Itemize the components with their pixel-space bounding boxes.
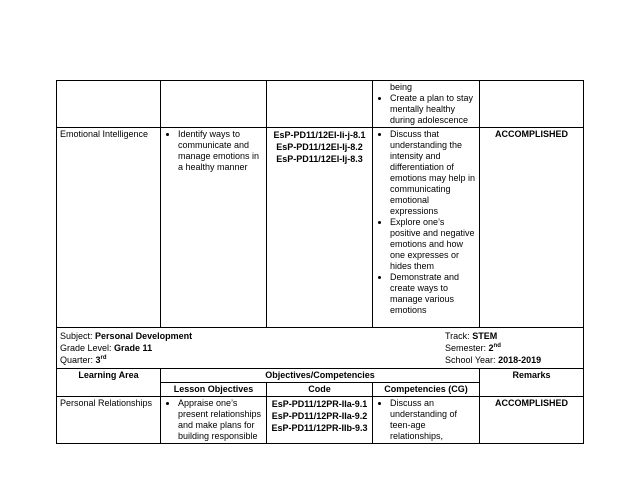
subject-value: Personal Development xyxy=(95,331,193,341)
learning-area-cell: Emotional Intelligence xyxy=(57,128,161,328)
competency-item: • Discuss an understanding of teen-age relationships, xyxy=(390,398,476,442)
code-cell xyxy=(267,397,373,444)
table-row xyxy=(57,397,584,444)
quarter-label: Quarter: xyxy=(60,355,94,365)
lesson-objective-cell xyxy=(161,128,267,328)
lesson-objective-cell xyxy=(161,397,267,444)
track-value: STEM xyxy=(472,331,498,341)
code-value: EsP-PD11/12PR-IIb-9.3 xyxy=(271,423,368,433)
header-objectives: Objectives/Competencies xyxy=(161,369,480,383)
code-value: EsP-PD11/12EI-Ij-8.3 xyxy=(276,154,363,164)
table-row xyxy=(57,128,584,328)
code-value: EsP-PD11/12EI-Ij-8.2 xyxy=(276,142,363,152)
code-value: EsP-PD11/12PR-IIa-9.2 xyxy=(271,411,368,421)
grade-value: Grade 11 xyxy=(114,343,153,353)
info-row xyxy=(57,328,584,369)
track-label: Track: xyxy=(445,331,470,341)
info-cell xyxy=(57,328,584,369)
quarter-value: 3 xyxy=(95,355,101,365)
code-cell xyxy=(267,81,373,128)
competency-item: • Explore one’s positive and negative emotions and how one expresses or hides them xyxy=(390,217,476,272)
code-value: EsP-PD11/12EI-Ii-j-8.1 xyxy=(273,130,366,140)
semester-value: 2 xyxy=(488,343,494,353)
competency-item: • Create a plan to stay mentally healthy during adolescence xyxy=(390,93,476,126)
objective-item: • Appraise one’s present relationships and make plans for building responsible xyxy=(178,398,263,442)
table-row xyxy=(57,81,584,128)
remarks-cell: ACCOMPLISHED xyxy=(480,128,584,328)
learning-area-cell xyxy=(57,81,161,128)
header-row xyxy=(57,369,584,383)
remarks-cell: ACCOMPLISHED xyxy=(480,397,584,444)
objective-item: • Identify ways to communicate and manage emotions in a healthy manner xyxy=(178,129,263,173)
header-lesson-objectives: Lesson Objectives xyxy=(161,383,267,397)
competency-text: being xyxy=(390,82,413,92)
competency-item: • Discuss that understanding the intensity and differentiation of emotions may help in communicating emotional expressions xyxy=(390,129,476,217)
semester-suffix: nd xyxy=(493,343,501,349)
grade-label: Grade Level: xyxy=(60,343,112,353)
semester-label: Semester: xyxy=(445,343,487,353)
competency-item: • Demonstrate and create ways to manage various emotions xyxy=(390,272,476,316)
header-code: Code xyxy=(267,383,373,397)
header-competencies: Competencies (CG) xyxy=(373,383,480,397)
header-remarks: Remarks xyxy=(480,369,584,397)
competencies-cell xyxy=(373,81,480,128)
lesson-objective-cell xyxy=(161,81,267,128)
year-value: 2018-2019 xyxy=(498,355,542,365)
code-cell xyxy=(267,128,373,328)
curriculum-table xyxy=(56,80,584,444)
code-value: EsP-PD11/12PR-IIa-9.1 xyxy=(271,399,368,409)
competencies-cell xyxy=(373,128,480,328)
quarter-suffix: rd xyxy=(100,355,107,361)
remarks-cell xyxy=(480,81,584,128)
competencies-cell xyxy=(373,397,480,444)
header-learning-area: Learning Area xyxy=(57,369,161,397)
subject-label: Subject: xyxy=(60,331,93,341)
learning-area-cell: Personal Relationships xyxy=(57,397,161,444)
year-label: School Year: xyxy=(445,355,496,365)
